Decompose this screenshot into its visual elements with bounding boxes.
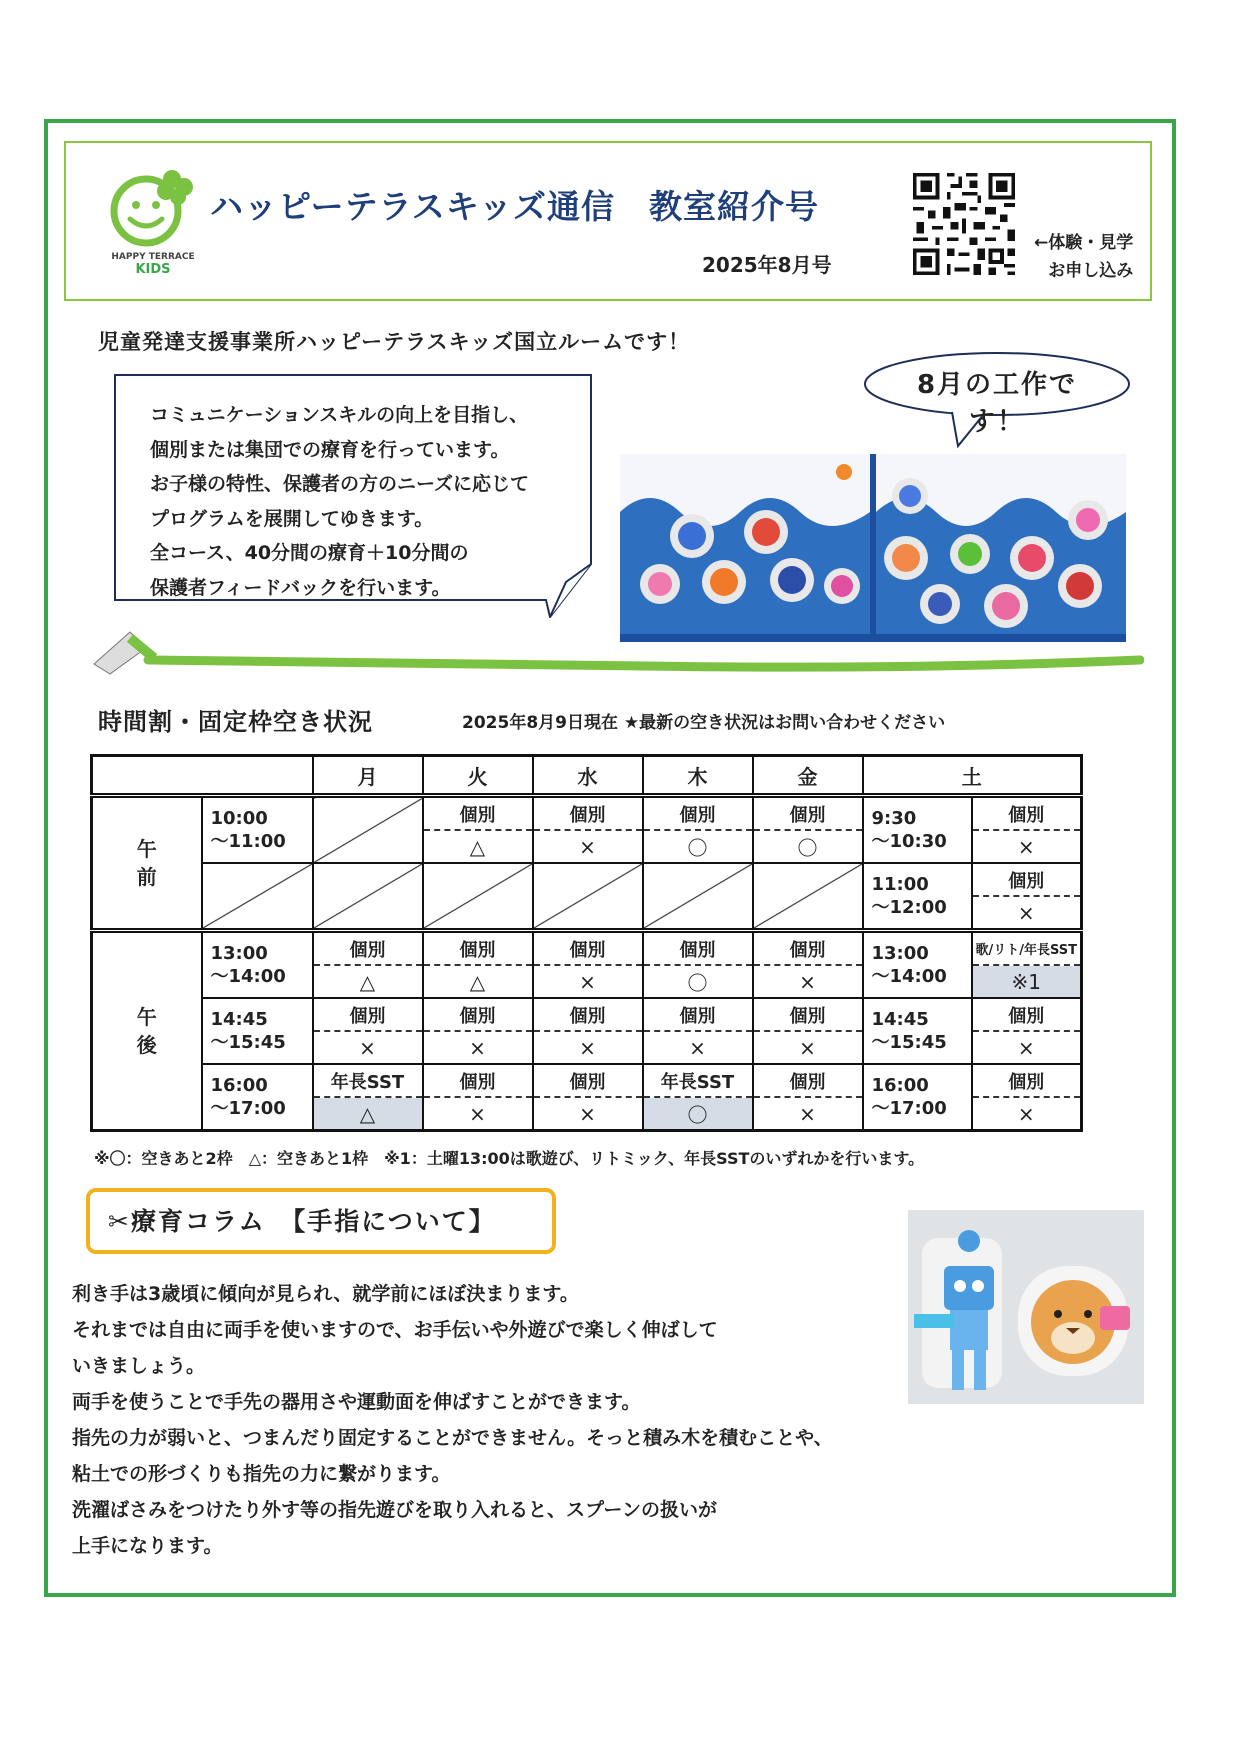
- availability: 〇: [643, 965, 753, 998]
- timetable-legend: ※〇：空きあと2枠 △：空きあと1枠 ※1：土曜13:00は歌遊び、リトミック、年長SSTのいずれかを行います。: [94, 1149, 925, 1168]
- course-label: 個別: [533, 796, 643, 831]
- closed-cell: [313, 796, 423, 864]
- availability: ×: [533, 965, 643, 998]
- timetable-note: 2025年8月9日現在 ★最新の空き状況はお問い合わせください: [462, 713, 946, 733]
- qr-caption: ←体験・見学 お申し込み: [1034, 233, 1134, 281]
- availability: ×: [533, 1031, 643, 1064]
- time-slot: 14:45 ～15:45: [202, 998, 313, 1064]
- svg-text:HAPPY TERRACE: HAPPY TERRACE: [111, 252, 195, 262]
- day-tue: 火: [423, 756, 533, 796]
- course-label: 個別: [533, 931, 643, 966]
- time-slot: 13:00 ～14:00: [202, 931, 313, 999]
- sat-time-slot: 13:00 ～14:00: [863, 931, 972, 999]
- day-wed: 水: [533, 756, 643, 796]
- issue-date: 2025年8月号: [702, 253, 832, 277]
- day-mon: 月: [313, 756, 423, 796]
- course-label: 個別: [972, 998, 1082, 1031]
- course-label: 年長SST: [643, 1064, 753, 1097]
- newsletter-header: [64, 141, 1152, 301]
- availability: ※1: [972, 965, 1082, 998]
- closed-cell: [753, 863, 863, 931]
- course-label: 個別: [533, 998, 643, 1031]
- closed-cell: [533, 863, 643, 931]
- closed-cell: [643, 863, 753, 931]
- availability: ×: [423, 1097, 533, 1131]
- svg-text:KIDS: KIDS: [135, 262, 171, 275]
- newsletter-title: ハッピーテラスキッズ通信 教室紹介号: [210, 187, 820, 226]
- course-label: 個別: [643, 998, 753, 1031]
- availability: ×: [972, 896, 1082, 931]
- availability: 〇: [753, 830, 863, 863]
- day-thu: 木: [643, 756, 753, 796]
- intro-description: コミュニケーションスキルの向上を目指し、 個別または集団での療育を行っています。 お子様の特性、保護者の方のニーズに応じて プログラムを展開してゆきます。 全コース、40分間の療育＋10分間の 保護者フィードバックを行います。: [150, 404, 530, 599]
- availability: △: [423, 965, 533, 998]
- course-label: 個別: [753, 931, 863, 966]
- availability: ×: [753, 1031, 863, 1064]
- course-label: 個別: [972, 796, 1082, 831]
- course-label: 個別: [643, 796, 753, 831]
- course-label: 個別: [643, 931, 753, 966]
- availability: ×: [972, 830, 1082, 863]
- closed-cell: [313, 863, 423, 931]
- availability: 〇: [643, 1097, 753, 1131]
- column-title: ✂療育コラム 【手指について】: [108, 1207, 496, 1236]
- course-label: 個別: [972, 1064, 1082, 1097]
- availability: ×: [533, 830, 643, 863]
- availability: ×: [313, 1031, 423, 1064]
- craft-caption: 8月の工作です！: [916, 370, 1078, 437]
- course-label: 個別: [753, 998, 863, 1031]
- course-label: 個別: [533, 1064, 643, 1097]
- schedule-table: [90, 754, 1083, 1132]
- availability: ×: [753, 965, 863, 998]
- corner-cell: [92, 756, 313, 796]
- course-label: 個別: [753, 796, 863, 831]
- availability: 〇: [643, 830, 753, 863]
- sat-time-slot: 16:00 ～17:00: [863, 1064, 972, 1131]
- availability: ×: [423, 1031, 533, 1064]
- sat-time-slot: 9:30 ～10:30: [863, 796, 972, 864]
- intro-lead: 児童発達支援事業所ハッピーテラスキッズ国立ルームです！: [98, 330, 691, 354]
- course-label: 個別: [313, 931, 423, 966]
- course-label: 歌/リト/年長SST: [972, 931, 1082, 966]
- paint-stroke-divider: [84, 628, 1144, 676]
- availability: ×: [533, 1097, 643, 1131]
- time-slot: 16:00 ～17:00: [202, 1064, 313, 1131]
- course-label: 個別: [423, 931, 533, 966]
- day-sat: 土: [863, 756, 1082, 796]
- happy-terrace-logo: [98, 165, 208, 275]
- time-slot: 10:00 ～11:00: [202, 796, 313, 864]
- course-label: 個別: [313, 998, 423, 1031]
- availability: ×: [753, 1097, 863, 1131]
- closed-cell: [423, 863, 533, 931]
- am-label: 午 前: [92, 796, 202, 931]
- finger-play-photo: [908, 1210, 1144, 1404]
- availability: △: [423, 830, 533, 863]
- course-label: 個別: [972, 863, 1082, 896]
- sat-time-slot: 11:00 ～12:00: [863, 863, 972, 931]
- availability: ×: [643, 1031, 753, 1064]
- course-label: 年長SST: [313, 1064, 423, 1097]
- closed-cell: [202, 863, 313, 931]
- timetable-title: 時間割・固定枠空き状況: [98, 708, 373, 736]
- day-fri: 金: [753, 756, 863, 796]
- pm-label: 午 後: [92, 931, 202, 1131]
- availability: ×: [972, 1031, 1082, 1064]
- availability: △: [313, 965, 423, 998]
- column-body: 利き手は3歳頃に傾向が見られ、就学前にほぼ決まります。 それまでは自由に両手を使いますので、お手伝いや外遊びで楽しく伸ばして いきましょう。 両手を使うことで手先の器用さや運動面を伸ばすことができます。 指先の力が弱いと、つまんだり固定することができません。そっと積み木を積むことや、 粘土での形づくりも指先の力に繋がります。 洗濯ばさみをつけたり外す等の指先遊びを取り入れると、スプーンの扱いが 上手になります。: [72, 1283, 833, 1557]
- qr-code[interactable]: [906, 169, 1022, 279]
- craft-artwork-photo: [620, 454, 1126, 642]
- sat-time-slot: 14:45 ～15:45: [863, 998, 972, 1064]
- availability: △: [313, 1097, 423, 1131]
- course-label: 個別: [753, 1064, 863, 1097]
- course-label: 個別: [423, 796, 533, 831]
- availability: ×: [972, 1097, 1082, 1131]
- course-label: 個別: [423, 1064, 533, 1097]
- course-label: 個別: [423, 998, 533, 1031]
